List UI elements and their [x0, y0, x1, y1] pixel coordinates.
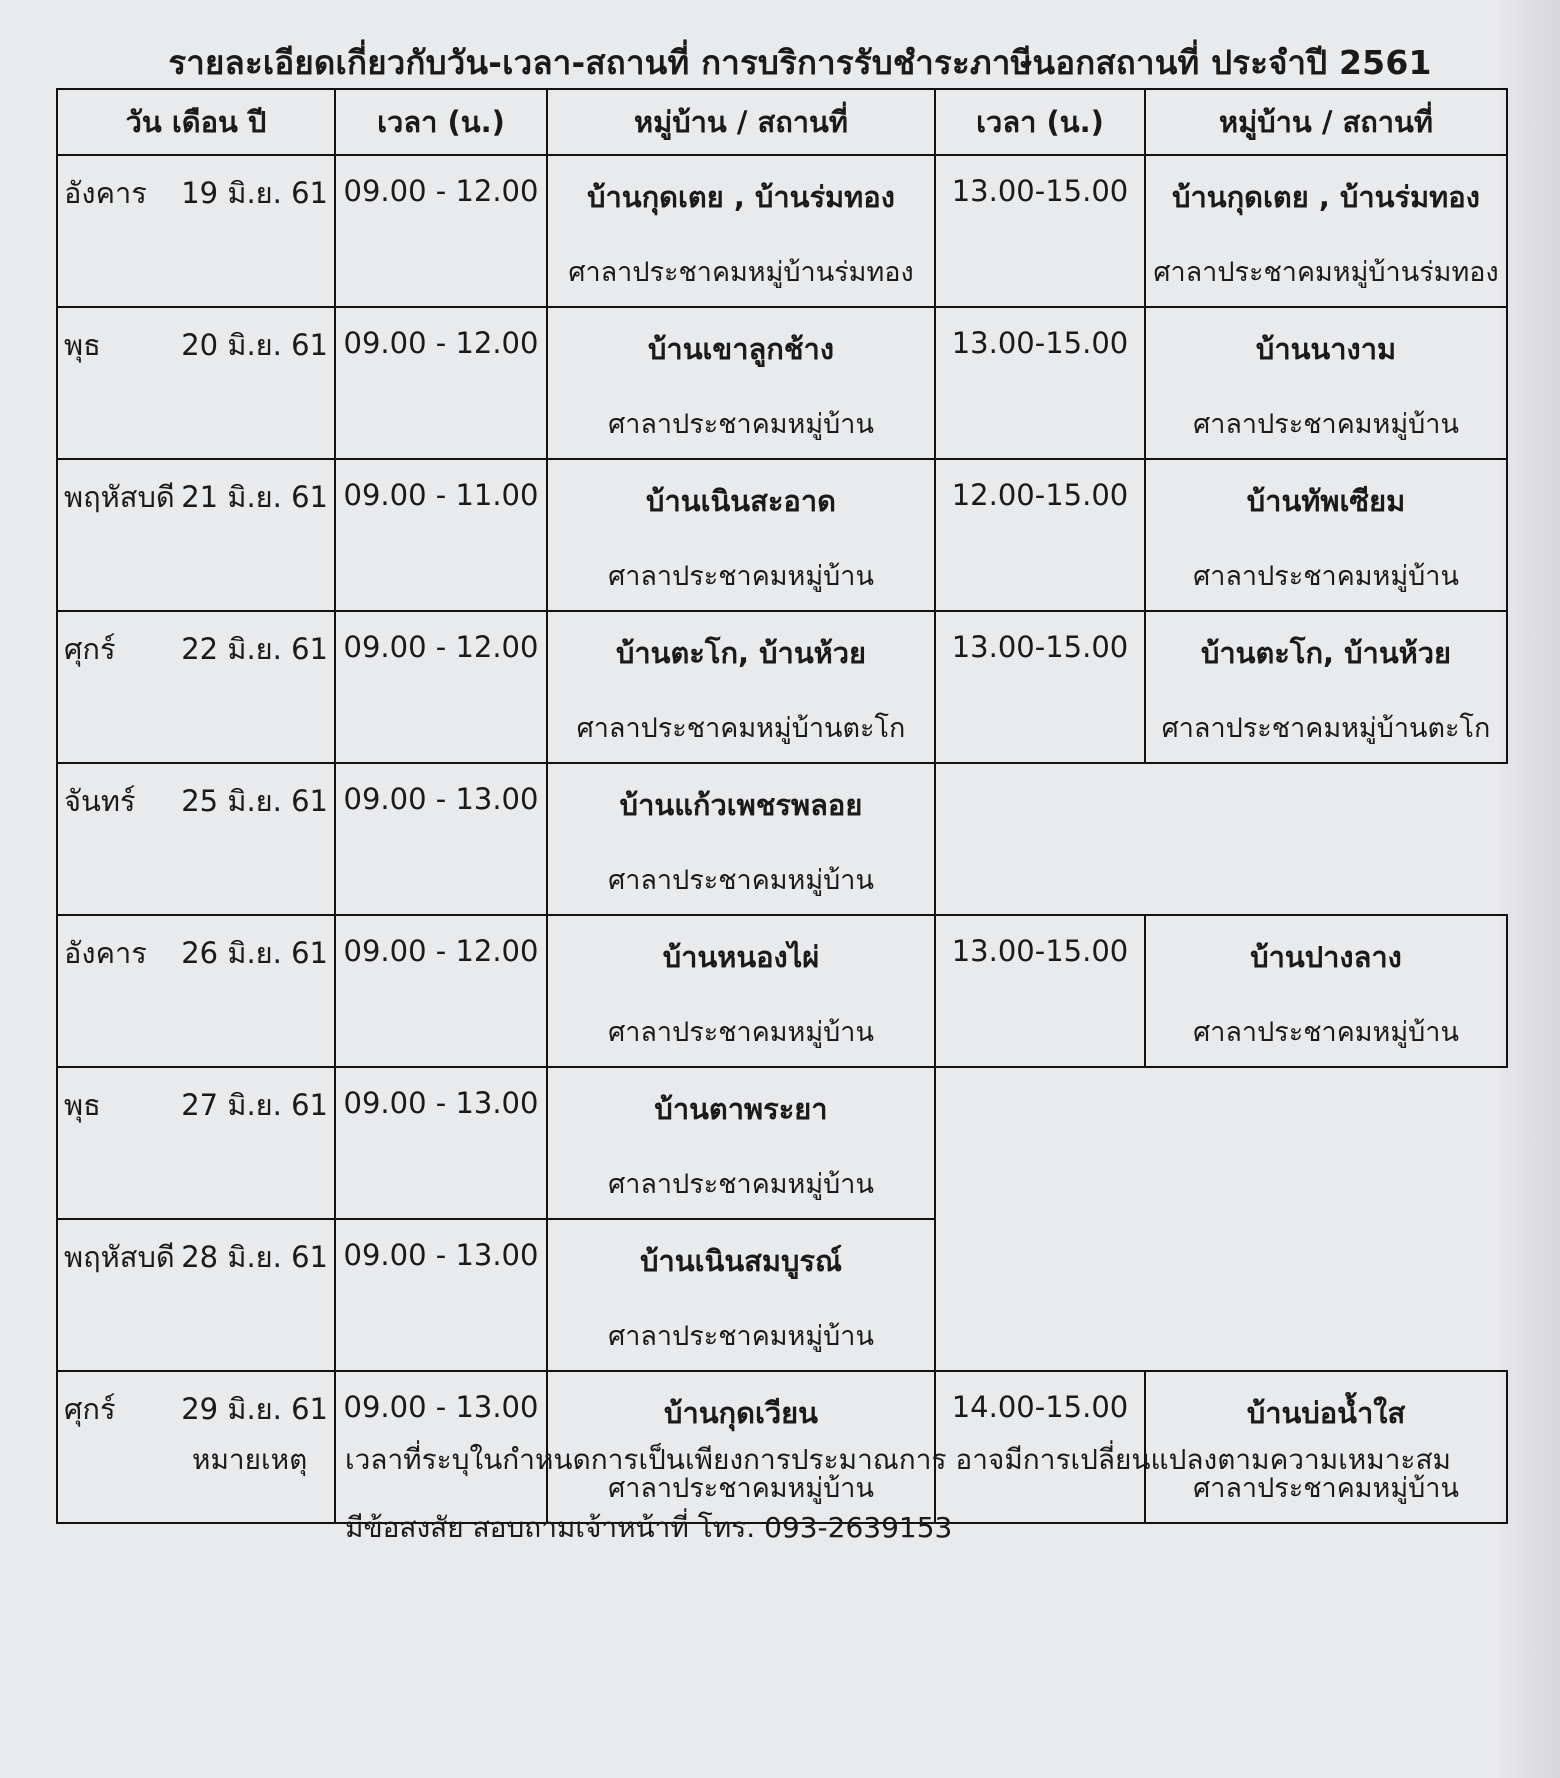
place-pm	[1145, 307, 1507, 459]
date-value: 29 มิ.ย. 61	[181, 1392, 328, 1426]
table-row	[57, 763, 1507, 915]
time-am: 09.00 - 11.00	[335, 459, 547, 611]
date-cell	[57, 763, 335, 915]
village-am: บ้านแก้วเพชรพลอย	[619, 788, 863, 822]
village-am: บ้านหนองไผ่	[662, 940, 820, 974]
header-row	[57, 89, 1507, 155]
day-name: พุธ	[64, 328, 101, 362]
place-am	[547, 915, 935, 1067]
village-am: บ้านตะโก, บ้านห้วย	[615, 636, 867, 670]
day-name: พฤหัสบดี	[64, 480, 175, 514]
place-am	[547, 459, 935, 611]
date-value: 22 มิ.ย. 61	[181, 632, 328, 666]
village-am: บ้านเนินสะอาด	[646, 484, 836, 518]
village-pm: บ้านทัพเซียม	[1246, 484, 1406, 518]
venue-pm: ศาลาประชาคมหมู่บ้านร่มทอง	[1153, 257, 1499, 288]
village-pm: บ้านบ่อน้ำใส	[1246, 1396, 1406, 1430]
day-name: อังคาร	[64, 176, 147, 210]
venue-am: ศาลาประชาคมหมู่บ้าน	[608, 561, 874, 592]
time-am: 09.00 - 13.00	[335, 1219, 547, 1371]
place-am	[547, 611, 935, 763]
village-am: บ้านกุดเตย , บ้านร่มทอง	[587, 180, 895, 214]
venue-am: ศาลาประชาคมหมู่บ้าน	[608, 1473, 874, 1504]
header-time-pm: เวลา (น.)	[935, 89, 1145, 155]
table-row	[57, 1219, 1507, 1371]
venue-pm: ศาลาประชาคมหมู่บ้าน	[1193, 1473, 1459, 1504]
date-cell	[57, 155, 335, 307]
venue-pm: ศาลาประชาคมหมู่บ้าน	[1193, 1017, 1459, 1048]
village-pm: บ้านกุดเตย , บ้านร่มทอง	[1172, 180, 1480, 214]
venue-pm: ศาลาประชาคมหมู่บ้าน	[1193, 409, 1459, 440]
place-am	[547, 1067, 935, 1219]
time-pm: 13.00-15.00	[935, 155, 1145, 307]
time-am: 09.00 - 13.00	[335, 1067, 547, 1219]
page-edge-shadow	[1500, 0, 1560, 1778]
venue-am: ศาลาประชาคมหมู่บ้านตะโก	[576, 713, 906, 744]
schedule-rows	[57, 155, 1507, 1523]
date-cell	[57, 307, 335, 459]
header-place-pm: หมู่บ้าน / สถานที่	[1145, 89, 1507, 155]
date-cell	[57, 611, 335, 763]
time-am: 09.00 - 12.00	[335, 915, 547, 1067]
empty-afternoon	[935, 763, 1507, 915]
time-am: 09.00 - 12.00	[335, 307, 547, 459]
header-place-am: หมู่บ้าน / สถานที่	[547, 89, 935, 155]
table-row	[57, 1067, 1507, 1219]
time-am: 09.00 - 12.00	[335, 611, 547, 763]
date-value: 21 มิ.ย. 61	[181, 480, 328, 514]
document-title: รายละเอียดเกี่ยวกับวัน-เวลา-สถานที่ การบริการรับชำระภาษีนอกสถานที่ ประจำปี 2561	[168, 43, 1432, 82]
date-value: 26 มิ.ย. 61	[181, 936, 328, 970]
table-row	[57, 611, 1507, 763]
day-name: พฤหัสบดี	[64, 1240, 175, 1274]
date-value: 28 มิ.ย. 61	[181, 1240, 328, 1274]
village-am: บ้านกุดเวียน	[664, 1396, 818, 1430]
venue-pm: ศาลาประชาคมหมู่บ้านตะโก	[1161, 713, 1491, 744]
place-am	[547, 763, 935, 915]
time-am: 09.00 - 12.00	[335, 155, 547, 307]
venue-am: ศาลาประชาคมหมู่บ้าน	[608, 1017, 874, 1048]
header-time-am: เวลา (น.)	[335, 89, 547, 155]
table-row	[57, 155, 1507, 307]
empty-afternoon	[935, 1219, 1507, 1371]
date-value: 27 มิ.ย. 61	[181, 1088, 328, 1122]
place-pm	[1145, 611, 1507, 763]
day-name: ศุกร์	[64, 1392, 116, 1426]
date-cell	[57, 1067, 335, 1219]
village-pm: บ้านนางาม	[1255, 332, 1397, 366]
note-label: หมายเหตุ	[192, 1443, 308, 1476]
day-name: ศุกร์	[64, 632, 116, 666]
note-line-2: มีข้อสงสัย สอบถามเจ้าหน้าที่ โทร. 093-2639153	[345, 1511, 953, 1544]
day-name: พุธ	[64, 1088, 101, 1122]
date-cell	[57, 915, 335, 1067]
place-pm	[1145, 155, 1507, 307]
place-pm	[1145, 915, 1507, 1067]
table-row	[57, 307, 1507, 459]
venue-am: ศาลาประชาคมหมู่บ้านร่มทอง	[568, 257, 914, 288]
village-pm: บ้านปางลาง	[1250, 940, 1402, 974]
day-name: จันทร์	[64, 784, 136, 818]
time-pm: 13.00-15.00	[935, 611, 1145, 763]
day-name: อังคาร	[64, 936, 147, 970]
table-row	[57, 459, 1507, 611]
place-am	[547, 155, 935, 307]
village-pm: บ้านตะโก, บ้านห้วย	[1200, 636, 1452, 670]
header-date: วัน เดือน ปี	[57, 89, 335, 155]
empty-afternoon	[935, 1067, 1507, 1219]
place-am	[547, 307, 935, 459]
date-cell	[57, 1219, 335, 1371]
time-am: 09.00 - 13.00	[335, 763, 547, 915]
date-value: 25 มิ.ย. 61	[181, 784, 328, 818]
venue-pm: ศาลาประชาคมหมู่บ้าน	[1193, 561, 1459, 592]
village-am: บ้านตาพระยา	[654, 1092, 828, 1126]
venue-am: ศาลาประชาคมหมู่บ้าน	[608, 865, 874, 896]
time-pm: 12.00-15.00	[935, 459, 1145, 611]
village-am: บ้านเขาลูกช้าง	[648, 332, 834, 366]
note-line-1: เวลาที่ระบุในกำหนดการเป็นเพียงการประมาณการ อาจมีการเปลี่ยนแปลงตามความเหมาะสม	[345, 1443, 1451, 1476]
place-am	[547, 1219, 935, 1371]
schedule-table	[56, 88, 1508, 1524]
place-pm	[1145, 459, 1507, 611]
venue-am: ศาลาประชาคมหมู่บ้าน	[608, 1321, 874, 1352]
village-am: บ้านเนินสมบูรณ์	[640, 1244, 842, 1278]
time-pm: 13.00-15.00	[935, 915, 1145, 1067]
time-pm: 13.00-15.00	[935, 307, 1145, 459]
date-value: 20 มิ.ย. 61	[181, 328, 328, 362]
venue-am: ศาลาประชาคมหมู่บ้าน	[608, 409, 874, 440]
table-row	[57, 915, 1507, 1067]
venue-am: ศาลาประชาคมหมู่บ้าน	[608, 1169, 874, 1200]
time-pm: 14.00-15.00	[935, 1371, 1145, 1523]
date-cell	[57, 459, 335, 611]
date-value: 19 มิ.ย. 61	[181, 176, 328, 210]
time-am: 09.00 - 13.00	[335, 1371, 547, 1523]
